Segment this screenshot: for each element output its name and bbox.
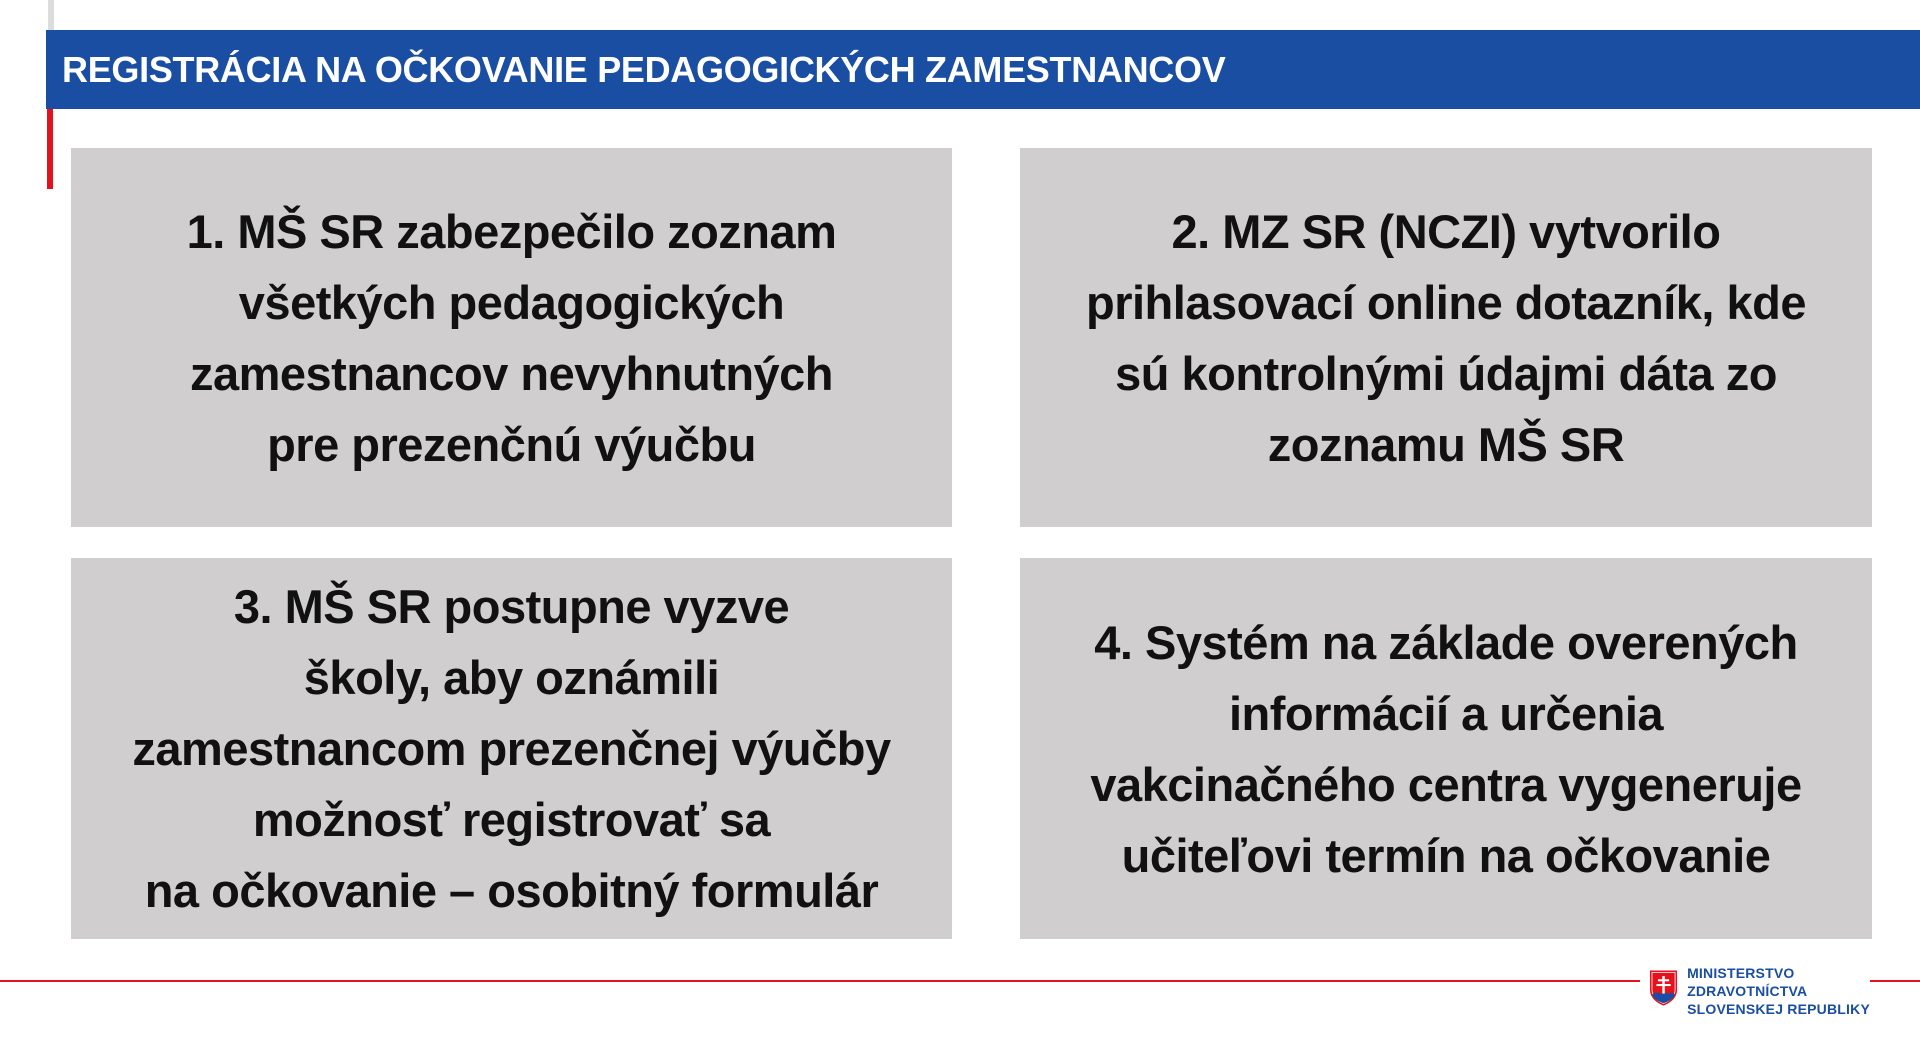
logo-line-3: SLOVENSKEJ REPUBLIKY — [1687, 1001, 1870, 1017]
logo-line-2: ZDRAVOTNÍCTVA — [1687, 983, 1808, 999]
step-card-1 — [71, 148, 952, 527]
step-card-2-text: 2. MZ SR (NCZI) vytvorilo prihlasovací online dotazník, kde sú kontrolnými údajmi dáta zo zoznamu MŠ SR — [1085, 204, 1806, 471]
footer-divider-line — [0, 980, 1920, 982]
step-card-3 — [71, 558, 952, 939]
top-divider-line — [48, 0, 54, 30]
step-card-4-text: 4. Systém na základe overených informácií a určenia vakcinačného centra vygeneruje učiteľovi termín na očkovanie — [1090, 615, 1802, 882]
step-card-4 — [1020, 558, 1872, 939]
red-accent-bar — [47, 109, 53, 189]
slide-title: REGISTRÁCIA NA OČKOVANIE PEDAGOGICKÝCH ZAMESTNANCOV — [62, 48, 1226, 90]
ministry-logo-text — [1687, 964, 1870, 1018]
step-card-1-text: 1. MŠ SR zabezpečilo zoznam všetkých pedagogických zamestnancov nevyhnutných pre prezenčnú výučbu — [186, 204, 837, 471]
logo-line-1: MINISTERSTVO — [1687, 965, 1795, 981]
step-card-2 — [1020, 148, 1872, 527]
step-card-3-text: 3. MŠ SR postupne vyzve školy, aby oznámili zamestnancom prezenčnej výučby možnosť registrovať sa na očkovanie – osobitný formulár — [132, 580, 891, 917]
slovak-crest-icon — [1650, 966, 1677, 1010]
ministry-logo — [1640, 960, 1870, 1020]
header-bar — [46, 30, 1920, 109]
